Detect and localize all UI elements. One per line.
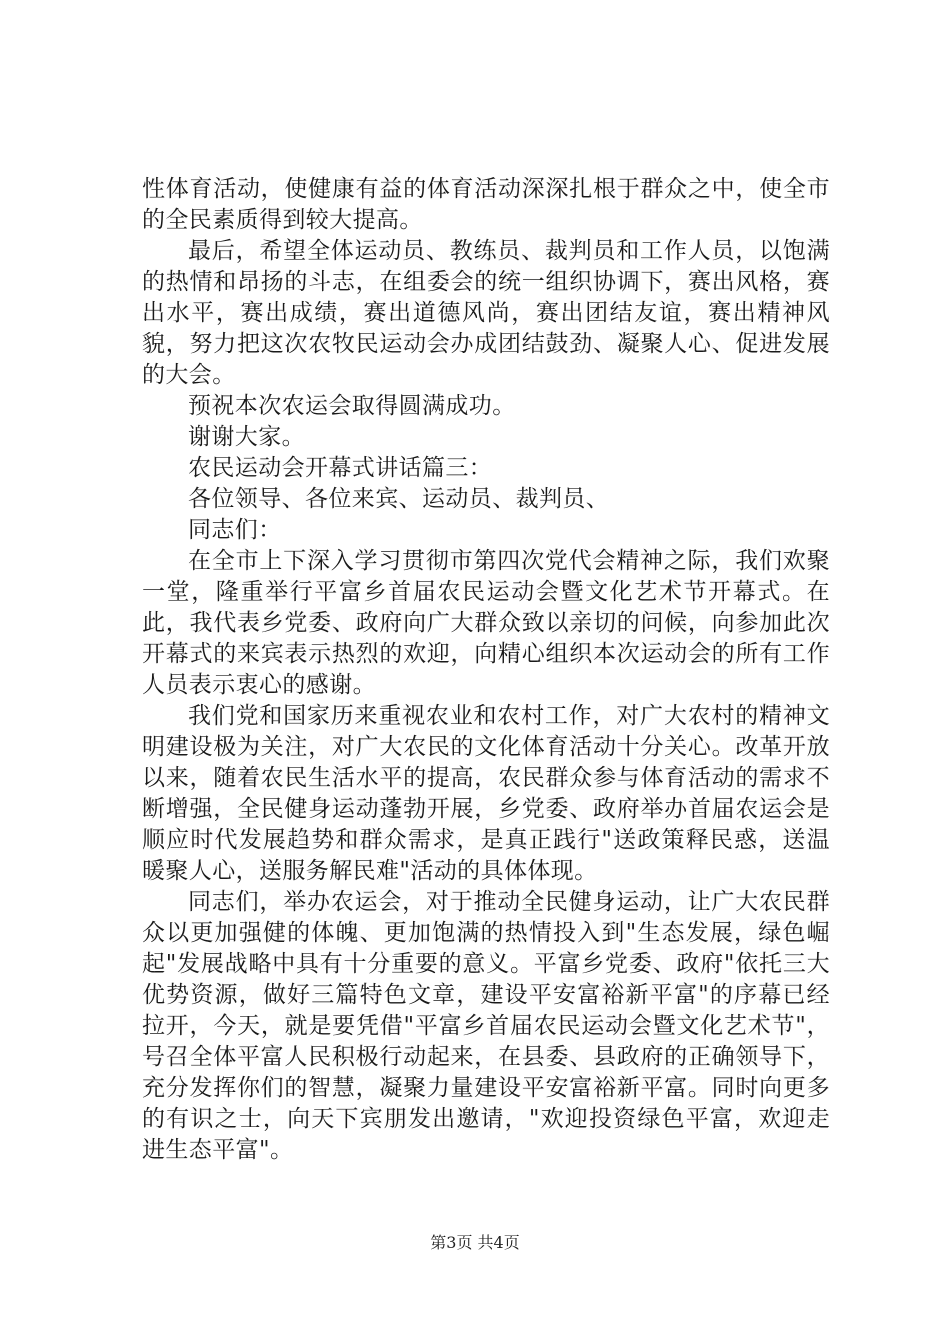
paragraph-thanks: 谢谢大家。: [188, 424, 305, 450]
salutation-guests: 各位领导、各位来宾、运动员、裁判员、: [188, 486, 610, 512]
section-heading: 农民运动会开幕式讲话篇三：: [188, 455, 493, 481]
paragraph-opening-welcome: 在全市上下深入学习贯彻市第四次党代会精神之际，我们欢聚一堂，隆重举行平富乡首届农民运动会暨文化艺术节开幕式。在此，我代表乡党委、政府向广大群众致以亲切的问候，向参加此次开幕式的来宾表示热烈的欢迎，向精心组织本次运动会的所有工作人员表示衷心的感谢。: [142, 548, 830, 698]
page-number-footer: 第3页 共4页: [430, 1233, 520, 1252]
paragraph-continuation: 性体育活动，使健康有益的体育活动深深扎根于群众之中，使全市的全民素质得到较大提高。: [142, 176, 830, 233]
document-body: [142, 174, 830, 1166]
paragraph-significance: 同志们，举办农运会，对于推动全民健身运动，让广大农民群众以更加强健的体魄、更加饱满的热情投入到"生态发展，绿色崛起"发展战略中具有十分重要的意义。平富乡党委、政府"依托三大优势资源，做好三篇特色文章，建设平安富裕新平富"的序幕已经拉开，今天，就是要凭借"平富乡首届农民运动会暨文化艺术节"，号召全体平富人民积极行动起来，在县委、县政府的正确领导下，充分发挥你们的智慧，凝聚力量建设平安富裕新平富。同时向更多的有识之士，向天下宾朋发出邀请，"欢迎投资绿色平富，欢迎走进生态平富"。: [142, 889, 830, 1163]
paragraph-success-wish: 预祝本次农运会取得圆满成功。: [188, 393, 516, 419]
salutation-comrades: 同志们：: [188, 517, 282, 543]
paragraph-closing-wishes: 最后，希望全体运动员、教练员、裁判员和工作人员，以饱满的热情和昂扬的斗志，在组委会的统一组织协调下，赛出风格，赛出水平，赛出成绩，赛出道德风尚，赛出团结友谊，赛出精神风貌，努力把这次农牧民运动会办成团结鼓劲、凝聚人心、促进发展的大会。: [142, 238, 830, 388]
paragraph-party-attention: 我们党和国家历来重视农业和农村工作，对广大农村的精神文明建设极为关注，对广大农民的文化体育活动十分关心。改革开放以来，随着农民生活水平的提高，农民群众参与体育活动的需求不断增强，全民健身运动蓬勃开展，乡党委、政府举办首届农运会是顺应时代发展趋势和群众需求，是真正践行"送政策释民惑，送温暖聚人心，送服务解民难"活动的具体体现。: [142, 703, 830, 884]
